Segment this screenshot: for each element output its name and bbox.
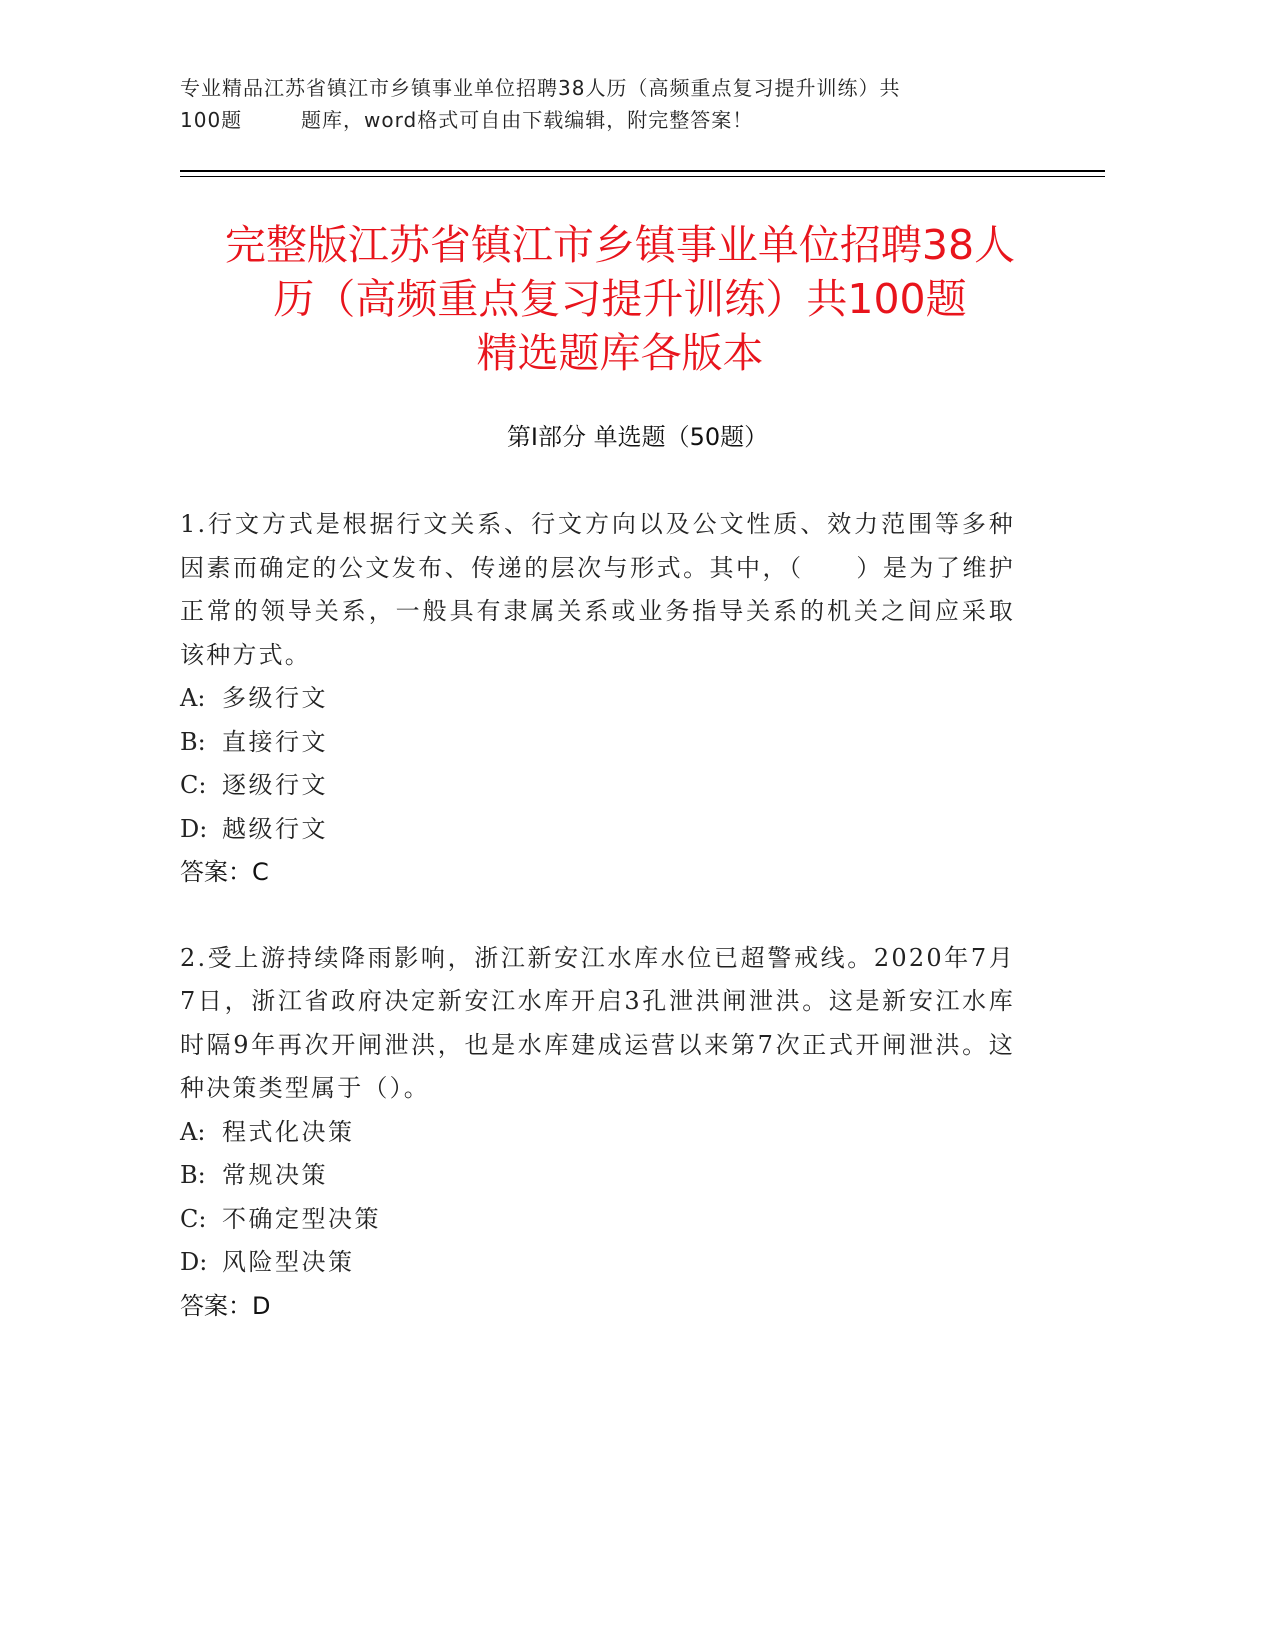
question-list — [180, 503, 1015, 1328]
option-c — [180, 1198, 1015, 1242]
option-key: C: — [180, 771, 207, 799]
option-text: 直接行文 — [222, 727, 328, 756]
question-item — [180, 937, 1015, 1329]
option-text: 程式化决策 — [222, 1117, 355, 1146]
option-key: C: — [180, 1204, 207, 1233]
question-stem: 2.受上游持续降雨影响，浙江新安江水库水位已超警戒线。2020年7月7日，浙江省政府决定新安江水库开启3孔泄洪闸泄洪。这是新安江水库时隔9年再次开闸泄洪，也是水库建成运营以来第7次正式开闸泄洪。这种决策类型属于（）。 — [180, 943, 1015, 1102]
option-a — [180, 1111, 1015, 1155]
option-key: A: — [180, 1117, 206, 1146]
option-c — [180, 764, 1015, 808]
option-text: 不确定型决策 — [222, 1204, 381, 1233]
section-title: 第Ⅰ部分 单选题（50题） — [506, 423, 769, 451]
option-text: 常规决策 — [222, 1161, 328, 1189]
option-d — [180, 1241, 1015, 1285]
option-key: A: — [180, 684, 206, 712]
question-spacer — [180, 895, 1015, 937]
header-line-1: 专业精品江苏省镇江市乡镇事业单位招聘38人历（高频重点复习提升训练）共 — [180, 76, 901, 100]
option-key: D: — [180, 814, 208, 843]
title-line-3: 精选题库各版本 — [476, 329, 764, 377]
option-key: B: — [180, 1161, 206, 1189]
option-key: D: — [180, 1248, 208, 1276]
option-d — [180, 808, 1015, 852]
header-line-2: 100题 题库，word格式可自由下载编辑，附完整答案！ — [180, 108, 754, 132]
answer-line: 答案：D — [180, 1291, 271, 1320]
option-key: B: — [180, 727, 206, 756]
option-text: 多级行文 — [222, 684, 328, 712]
answer-line: 答案：C — [180, 858, 269, 886]
title-line-1: 完整版江苏省镇江市乡镇事业单位招聘38人 — [224, 221, 1016, 269]
document-title — [150, 218, 1090, 380]
option-text: 逐级行文 — [222, 771, 328, 799]
question-item — [180, 503, 1015, 895]
option-b — [180, 1154, 1015, 1198]
option-text: 越级行文 — [222, 814, 328, 843]
title-line-2: 历（高频重点复习提升训练）共100题 — [273, 275, 967, 323]
option-b — [180, 721, 1015, 765]
option-text: 风险型决策 — [222, 1248, 355, 1276]
header-divider-thick — [180, 170, 1105, 172]
document-header — [180, 72, 1030, 136]
header-divider-thin — [180, 176, 1105, 177]
question-stem: 1.行文方式是根据行文关系、行文方向以及公文性质、效力范围等多种因素而确定的公文发布、传递的层次与形式。其中，（ ）是为了维护正常的领导关系，一般具有隶属关系或业务指导关系的机关之间应采取该种方式。 — [180, 510, 1015, 669]
option-a — [180, 677, 1015, 721]
